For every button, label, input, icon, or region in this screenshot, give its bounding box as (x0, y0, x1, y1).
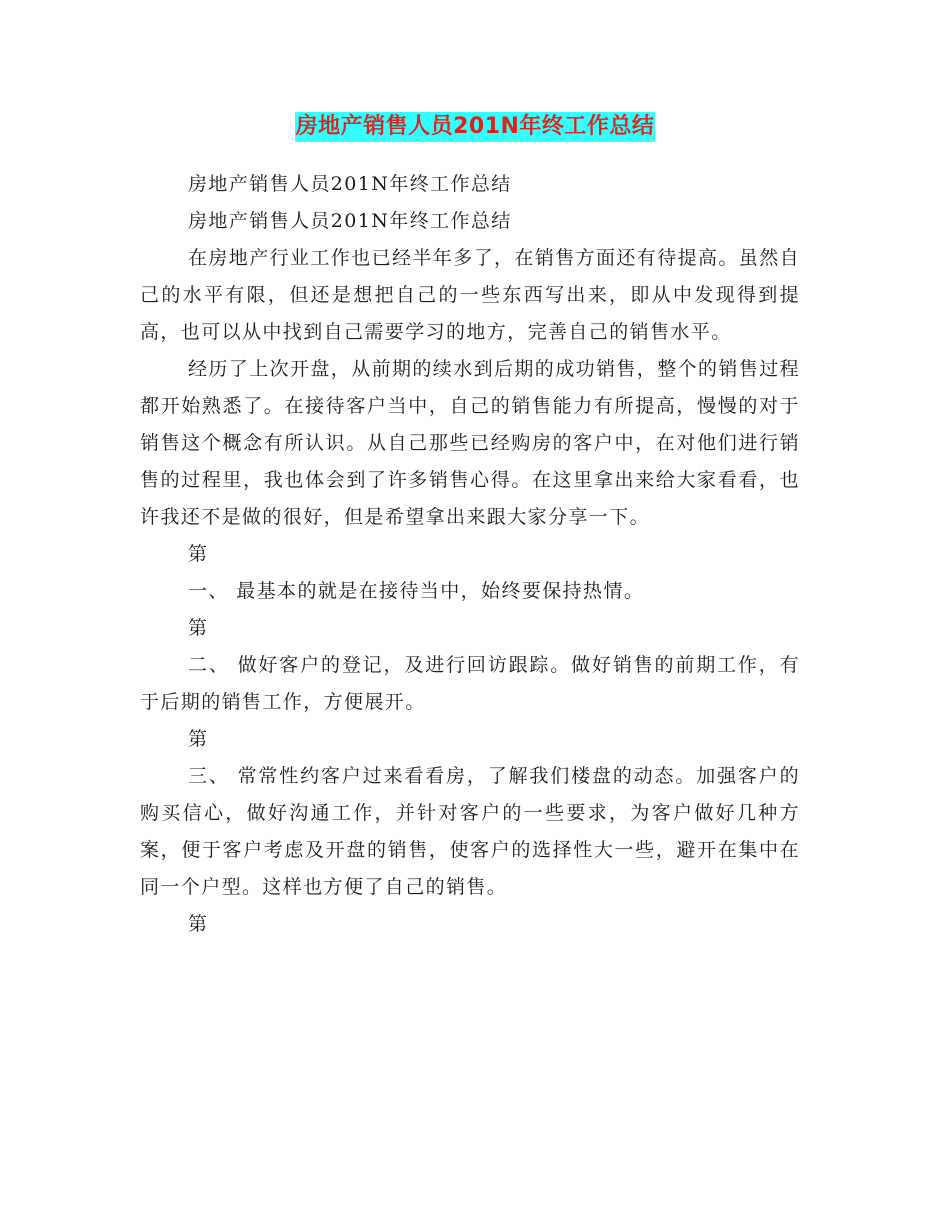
paragraph-intro: 在房地产行业工作也已经半年多了，在销售方面还有待提高。虽然自己的水平有限，但还是想把自己的一些东西写出来，即从中发现得到提高，也可以从中找到自己需要学习的地方，完善自己的销售水平。 (140, 247, 801, 343)
paragraph-section-marker-3: 第 (188, 728, 209, 750)
paragraph-point-3: 三、 常常性约客户过来看看房，了解我们楼盘的动态。加强客户的购买信心，做好沟通工作，并针对客户的一些要求，为客户做好几种方案，便于客户考虑及开盘的销售，使客户的选择性大一些，避开在集中在同一个户型。这样也方便了自己的销售。 (140, 765, 800, 898)
paragraph-section-marker-4: 第 (188, 913, 209, 935)
paragraph-point-1: 一、 最基本的就是在接待当中，始终要保持热情。 (188, 580, 645, 602)
document-body (140, 166, 800, 943)
paragraph-subtitle-1: 房地产销售人员201N年终工作总结 (188, 173, 512, 195)
document-title: 房地产销售人员201N年终工作总结 (295, 112, 656, 142)
paragraph-section-marker-2: 第 (188, 617, 209, 639)
paragraph-subtitle-2: 房地产销售人员201N年终工作总结 (188, 210, 512, 232)
paragraph-point-2: 二、 做好客户的登记，及进行回访跟踪。做好销售的前期工作，有于后期的销售工作，方便展开。 (140, 654, 800, 713)
paragraph-experience: 经历了上次开盘，从前期的续水到后期的成功销售，整个的销售过程都开始熟悉了。在接待客户当中，自己的销售能力有所提高，慢慢的对于销售这个概念有所认识。从自己那些已经购房的客户中，在对他们进行销售的过程里，我也体会到了许多销售心得。在这里拿出来给大家看看，也许我还不是做的很好，但是希望拿出来跟大家分享一下。 (140, 358, 801, 528)
title-wrapper (0, 112, 950, 142)
paragraph-section-marker-1: 第 (188, 543, 209, 565)
